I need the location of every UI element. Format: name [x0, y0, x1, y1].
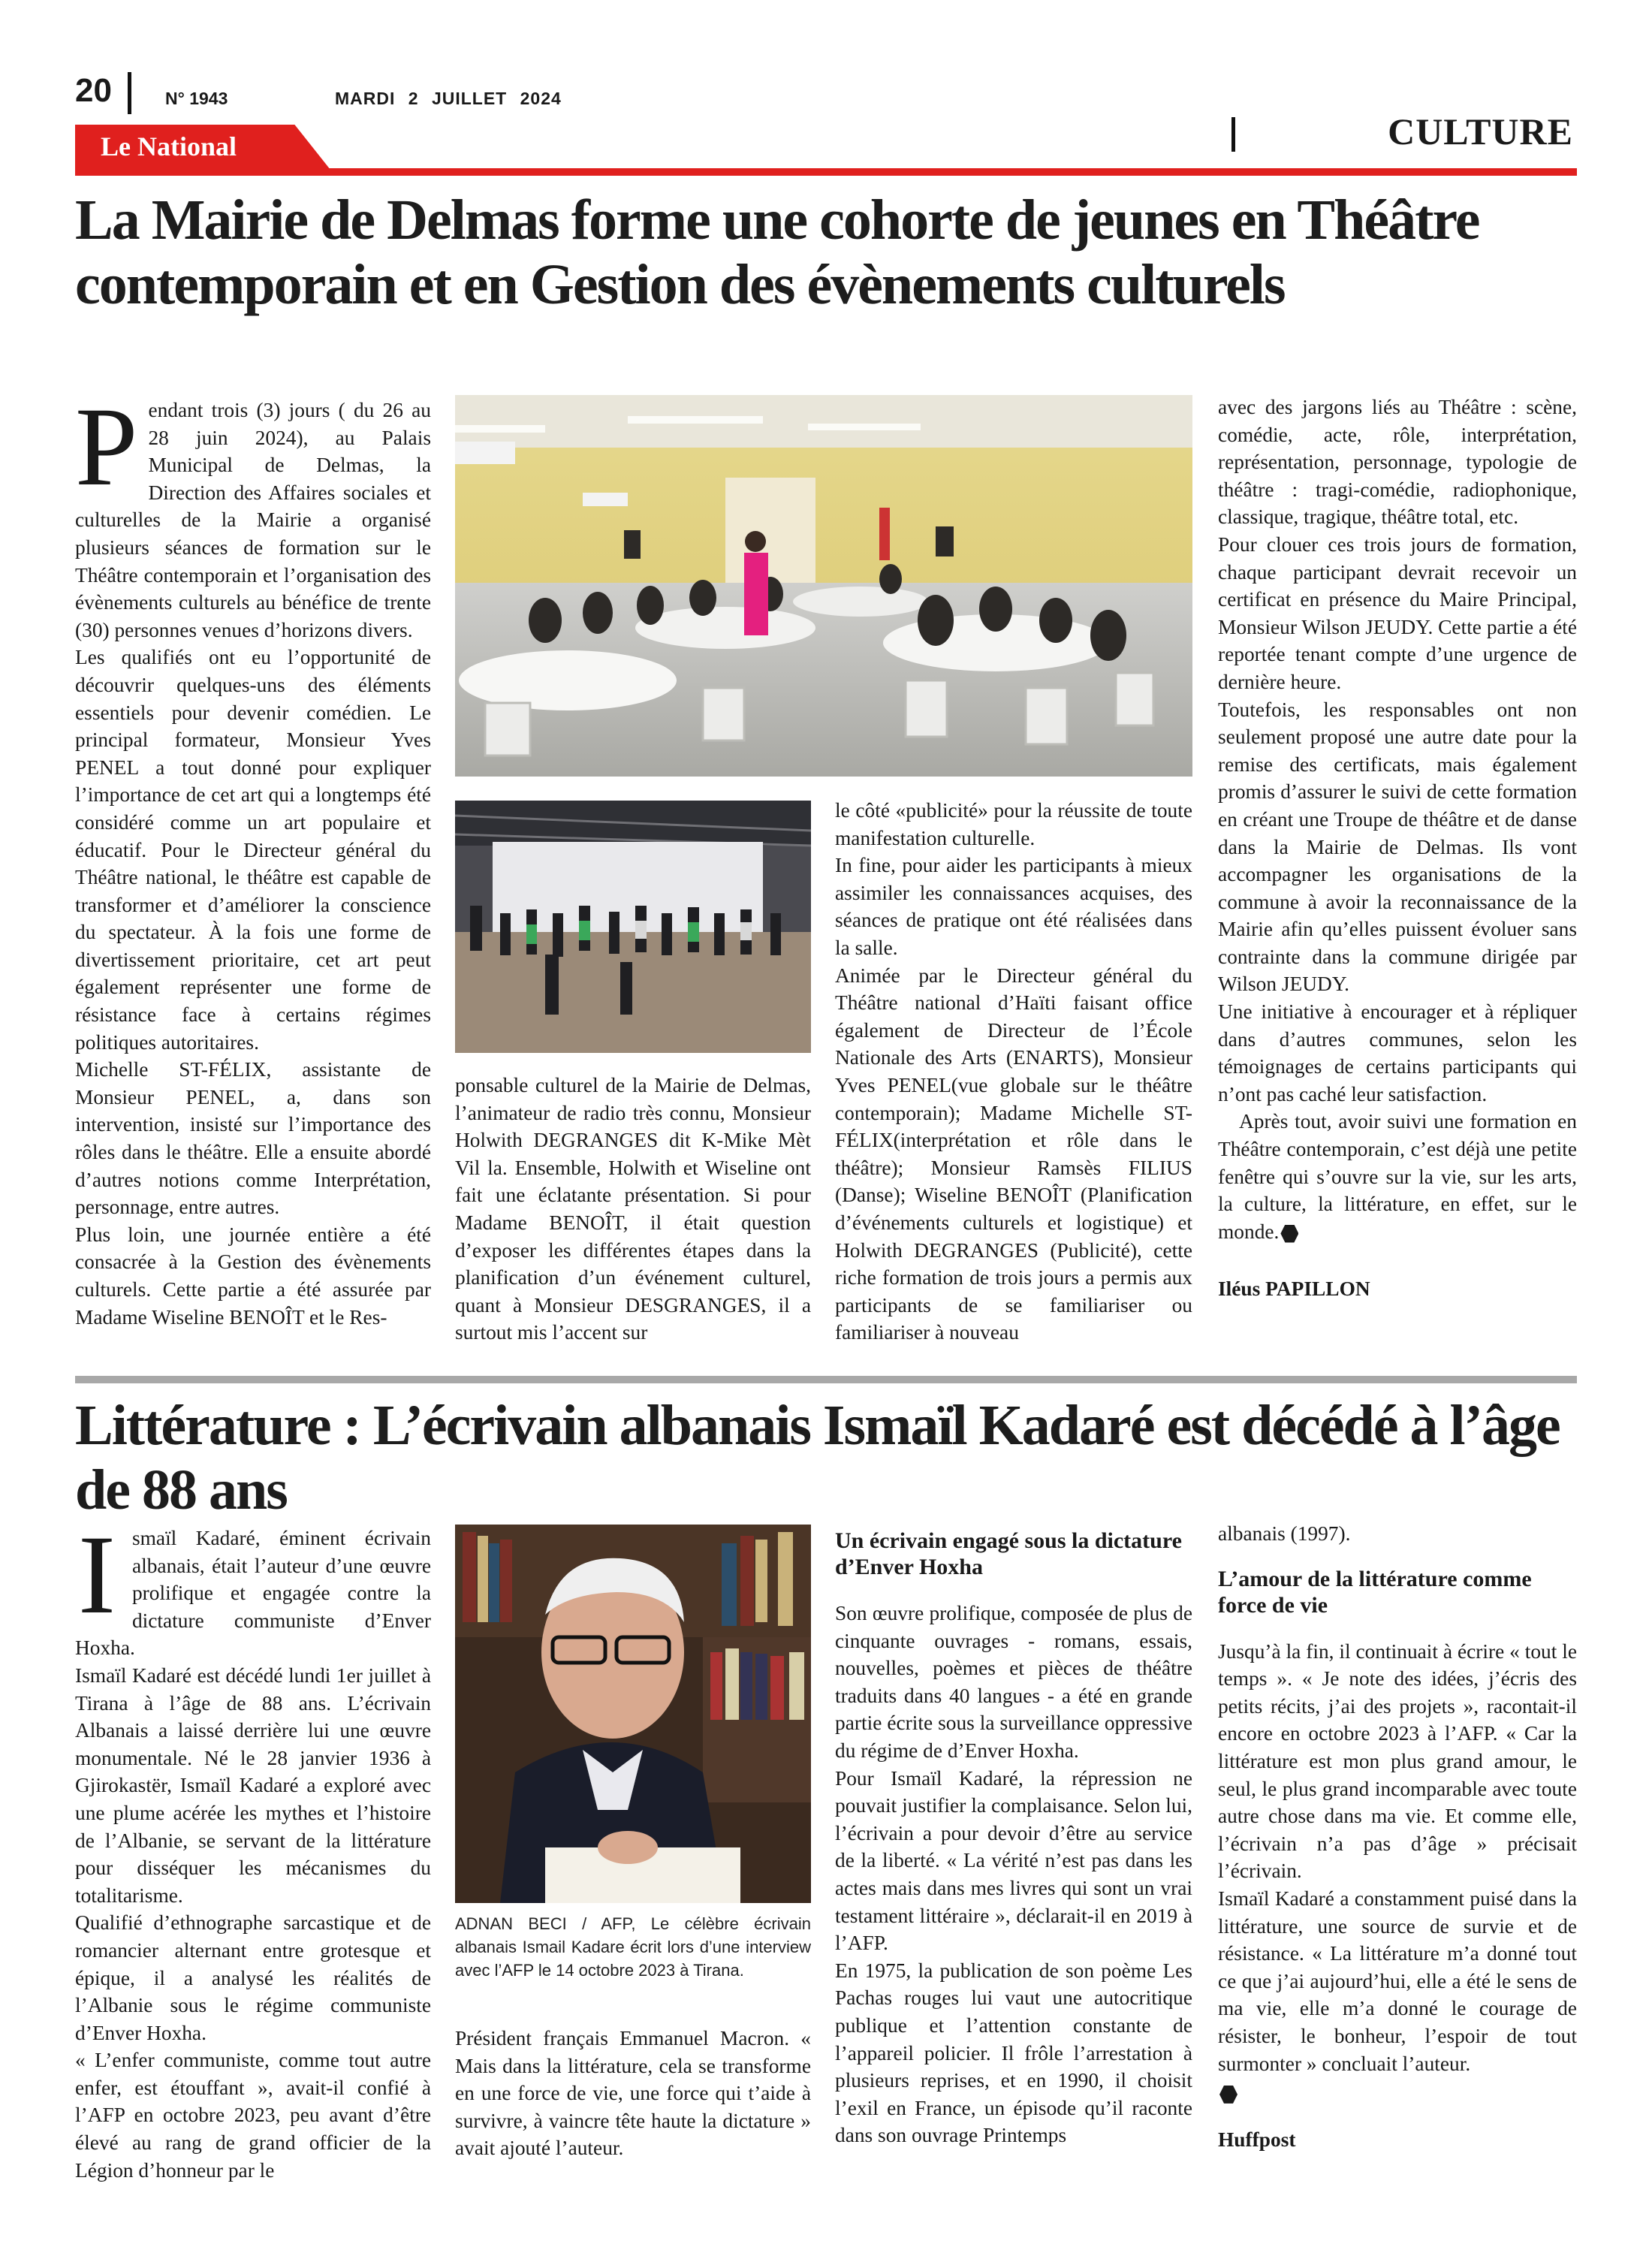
end-mark-icon — [1280, 1225, 1298, 1243]
photo-dance-practice — [455, 801, 811, 1053]
article2-end — [1218, 2079, 1577, 2107]
article2-subheading: Un écrivain engagé sous la dictature d’Enver Hoxha — [835, 1528, 1182, 1579]
article2-headline: Littérature : L’écrivain albanais Ismaïl Kadaré est décédé à l’âge de 88 ans — [75, 1394, 1560, 1522]
end-mark-icon — [1219, 2086, 1237, 2104]
article2-col1 — [75, 1513, 431, 2184]
article-divider — [75, 1376, 1577, 1383]
article2-paragraph: Pour Ismaïl Kadaré, la répression ne pouvait justifier la complaisance. Selon lui, l’écrivain a pour devoir d’être au service de la liberté. « La vérité n’est pas dans les actes mais dans mes livres qui sont un vrai testament littéraire », déclarait-il en 2019 à l’AFP. — [835, 1766, 1192, 1955]
article2-paragraph: Jusqu’à la fin, il continuait à écrire « tout le temps ». « Je note des idées, j’écris des petits récits, j’ai des projets », racontait-il encore en octobre 2023 à l’AFP. « Car la littérature est mon plus grand amour, le seul, le plus grand incomparable avec toute autre chose dans ma vie. Et comme elle, l’écrivain n’a pas d’âge » précisait l’écrivain. — [1218, 1639, 1577, 1883]
article2-paragraph: « L’enfer communiste, comme tout autre enfer, est étouffant », avait-il confié à l’AFP en octobre 2023, peu avant d’être élevé au rang de grand officier de la Légion d’honneur par le — [75, 2049, 431, 2182]
article2-paragraph: Président français Emmanuel Macron. « Mais dans la littérature, cela se transforme en une force de vie, une force qui t’aide à survivre, à vaincre tête haute la dictature » avait ajouté l’auteur. — [455, 2027, 811, 2160]
photo-caption: ADNAN BECI / AFP, Le célèbre écrivain albanais Ismail Kadare écrit lors d’une interview avec l’AFP le 14 octobre 2023 à Tirana. — [455, 1914, 811, 1980]
photo-training-room-image — [455, 395, 1192, 777]
article1-paragraph: ponsable culturel de la Mairie de Delmas, l’animateur de radio très connu, Monsieur Holwith DEGRANGES dit K-Mike Mèt Vil la. Ensemble, Holwith et Wiseline ont fait une éclatante présentation. Si pour Madame BENOÎT, il était question d’exposer les différentes étapes dans la planification d’un événement culturel, quant à Monsieur DESGRANGES, il a surtout mis l’accent sur — [455, 1074, 811, 1344]
header-divider — [128, 72, 131, 114]
article1-paragraph: Animée par le Directeur général du Théâtre national d’Haïti faisant office également de Directeur de l’École Nationale des Arts (ENARTS), Monsieur Yves PENEL(vue globale sur le théâtre contemporain); Madame Michelle ST-FÉLIX(interprétation et rôle dans le théâtre); Monsieur Ramsès FILIUS (Danse); Wiseline BENOÎT (Planification d’événements culturels et logistique) et Holwith DEGRANGES (Publicité), cette riche formation de trois jours a permis aux participants de se familiariser ou familiariser à nouveau — [835, 964, 1192, 1344]
article2-col3 — [835, 1528, 1192, 2149]
article2-col4 — [1218, 1520, 1577, 2153]
article1-paragraph: avec des jargons liés au Théâtre : scène, comédie, acte, rôle, interprétation, représentation, personnage, typologie de théâtre : tragi-comédie, radiophonique, classique, tragique, théâtre total, etc. — [1218, 396, 1577, 529]
article1-paragraph: le côté «publicité» pour la réussite de toute manifestation culturelle. — [835, 799, 1192, 849]
article1-col1 — [75, 385, 431, 1331]
article2-paragraph: En 1975, la publication de son poème Les Pachas rouges lui vaut une autocritique publique et l’attention constante de l’appareil policier. Il frôle l’arrestation à plusieurs reprises, et en 1990, il choisit l’exil en France, un épisode qu’il raconte dans son ouvrage Printemps — [835, 1959, 1192, 2147]
article1-paragraph: Toutefois, les responsables ont non seulement proposé une autre date pour la remise des certificats, mais également promis d’assurer le suivi de cette formation en créant une Troupe de théâtre et de danse dans la Mairie de Delmas. Ils vont accompagner les organisations de la commune à avoir la reconnaissance de la Mairie afin qu’elles puissent évoluer sans contrainte dans la commune dirigée par Wilson JEUDY. — [1218, 698, 1577, 996]
article1-paragraph: Michelle ST-FÉLIX, assistante de Monsieur PENEL, a, dans son intervention, insisté sur l’importance des rôles dans le théâtre. Elle a ensuite abordé d’autres notions comme Interprétation, personnage, entre autres. — [75, 1058, 431, 1219]
photo-kadare-writing — [455, 1525, 811, 1903]
article1-paragraph: Les qualifiés ont eu l’opportunité de découvrir quelques-uns des éléments essentiels pour devenir comédien. Le principal formateur, Monsieur Yves PENEL a tout donné pour expliquer l’importance de cet art qui a longtemps été considéré comme un art populaire et éducatif. Pour le Directeur général du Théâtre national, le théâtre est capable de transformer et d’améliorer la conscience du spectateur. À la fois une forme de divertissement prioritaire, cet art peut également représenter une forme de résistance face à certains régimes politiques autoritaires. — [75, 646, 431, 1054]
article1-paragraph: In fine, pour aider les participants à mieux assimiler les connaissances acquises, des séances de pratique ont été réalisées dans la salle. — [835, 854, 1192, 959]
drop-cap: I — [78, 1513, 116, 1637]
article2-paragraph: Ismaïl Kadaré est décédé lundi 1er juillet à Tirana à l’âge de 88 ans. L’écrivain Albanais a laissé derrière lui une œuvre monumentale. Né le 28 janvier 1936 à Gjirokastër, Ismaïl Kadaré a exploré avec une plume acérée les mythes et l’histoire de l’Albanie, se servant de la littérature pour disséquer les mécanismes du totalitarisme. — [75, 1663, 431, 1907]
article2-subheading: L’amour de la littérature comme force de vie — [1218, 1566, 1532, 1618]
article1-col2 — [455, 1072, 811, 1347]
article2-paragraph: Ismaïl Kadaré a constamment puisé dans la littérature, une source de survie et de résistance. « La littérature m’a donné tout ce que j’ai aujourd’hui, elle a été le sens de ma vie, elle m’a donné le courage de résister, le bonheur, l’espoir de tout surmonter » concluait l’auteur. — [1218, 1887, 1577, 2075]
page-number: 20 — [75, 72, 112, 109]
article1-paragraph — [75, 385, 431, 644]
header-rule — [75, 168, 1577, 176]
section-divider — [1231, 117, 1235, 152]
article1-byline: Iléus PAPILLON — [1218, 1277, 1370, 1301]
article1-paragraph: Pour clouer ces trois jours de formation, chaque participant devrait recevoir un certificat en présence du Maire Principal, Monsieur Wilson JEUDY. Cette partie a été reportée tenant compte d’une urgence de dernière heure. — [1218, 532, 1577, 693]
photo-dance-practice-image — [455, 801, 811, 1053]
masthead-label: Le National — [101, 131, 237, 161]
article1-closing-text: Après tout, avoir suivi une formation en Théâtre contemporain, c’est déjà une petite fenêtre qui s’ouvre sur la vie, sur les arts, la culture, la littérature, en effet, sur le monde. — [1218, 1110, 1577, 1243]
article2-lead-text: smaïl Kadaré, éminent écrivain albanais, était l’auteur d’une œuvre prolifique et engagée contre la dictature communiste d’Enver Hoxha. — [75, 1527, 431, 1660]
article1-lead-text: endant trois (3) jours ( du 26 au 28 juin 2024), au Palais Municipal de Delmas, la Direction des Affaires sociales et culturelles de la Mairie a organisé plusieurs séances de formation sur le Théâtre contemporain et l’organisation des évènements culturels au bénéfice de trente (30) personnes venues d’horizons divers. — [75, 399, 431, 641]
article1-col3 — [835, 797, 1192, 1347]
article1-headline: La Mairie de Delmas forme une cohorte de jeunes en Théâtre contemporain et en Gestion des évènements culturels — [75, 189, 1479, 316]
article2-paragraph: Son œuvre prolifique, composée de plus de cinquante ouvrages - romans, essais, nouvelles, poèmes et pièces de théâtre traduits dans 40 langues - a été en grande partie écrite sous la surveillance oppressive du régime de d’Enver Hoxha. — [835, 1602, 1192, 1762]
article1-paragraph: Une initiative à encourager et à répliquer dans d’autres communes, selon les témoignages de certains participants qui n’ont pas caché leur satisfaction. — [1218, 1000, 1577, 1105]
photo-training-room — [455, 395, 1192, 777]
photo-kadare-writing-image — [455, 1525, 811, 1903]
article2-byline: Huffpost — [1218, 2128, 1296, 2151]
article2-col2 — [455, 2025, 811, 2162]
article1-col4 — [1218, 394, 1577, 1303]
issue-date: MARDI 2 JUILLET 2024 — [335, 89, 562, 108]
article1-paragraph — [1218, 1108, 1577, 1245]
article2-paragraph — [75, 1513, 431, 1662]
article1-paragraph: Plus loin, une journée entière a été consacrée à la Gestion des évènements culturels. Cette partie a été assurée par Madame Wiseline BENOÎT et le Res- — [75, 1223, 431, 1329]
article2-paragraph: albanais (1997). — [1218, 1522, 1351, 1545]
section-title: CULTURE — [1388, 110, 1573, 152]
article2-paragraph: Qualifié d’ethnographe sarcastique et de romancier alternant entre grotesque et épique, il a analysé les réalités de l’Albanie sous le régime communiste d’Enver Hoxha. — [75, 1911, 431, 2044]
drop-cap: P — [75, 385, 138, 509]
issue-number: N° 1943 — [165, 89, 228, 108]
